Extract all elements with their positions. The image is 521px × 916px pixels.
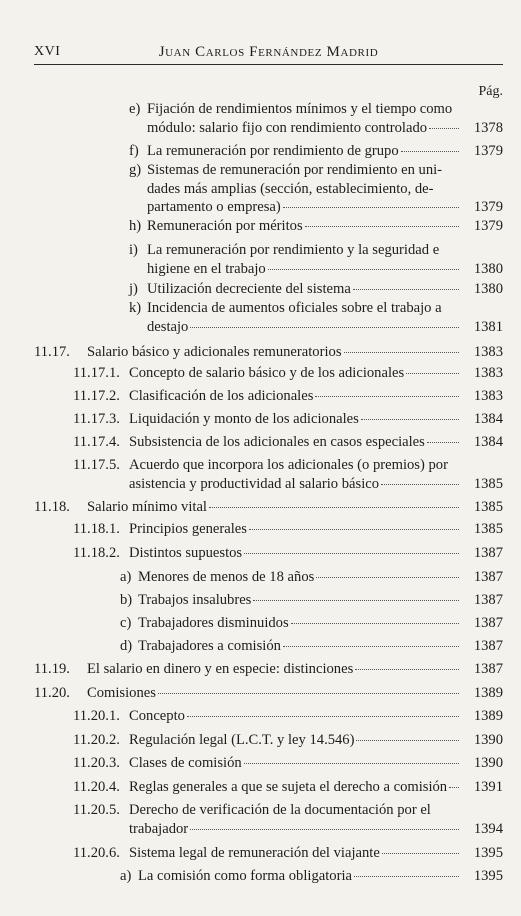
dot-leader [315,396,459,397]
toc-entry-title: Comisiones [87,685,156,701]
toc-entry-title: La remuneración por rendimiento y la seguridad e [147,242,440,258]
toc-entry-number: f) [129,143,139,159]
toc-entry-number: 11.17.3. [73,411,120,427]
toc-entry-page: 1390 [473,755,503,771]
toc-entry-page: 1387 [473,545,503,561]
toc-entry-number: 11.20.5. [73,802,120,818]
page-column-label: Pág. [478,84,503,99]
toc-entry-title: Regulación legal (L.C.T. y ley 14.546) [129,732,355,748]
toc-entry-a1 [120,568,503,587]
dot-leader [244,763,459,764]
toc-entry-11-18 [34,498,503,517]
toc-entry-title: Distintos supuestos [129,545,243,561]
toc-entry-page: 1387 [473,615,503,631]
toc-entry-f [129,142,503,161]
toc-entry-title: higiene en el trabajo [147,260,266,277]
toc-entry-title: Concepto [129,708,185,724]
toc-entry-h [129,217,503,236]
toc-entry-title: Remuneración por méritos [147,218,303,234]
dot-leader [268,269,459,270]
page-number: XVI [34,44,61,59]
toc-entry-11-20-4 [73,778,503,797]
toc-entry-number: e) [129,101,141,117]
toc-entry-page: 1395 [473,868,503,884]
toc-entry-j [129,280,503,299]
toc-entry-title: Sistemas de remuneración por rendimiento en uni- [147,162,443,178]
dot-leader [291,623,459,624]
toc-entry-number: 11.20.3. [73,755,120,771]
toc-entry-11-17-4 [73,433,503,452]
toc-entry-page: 1383 [473,365,503,381]
toc-entry-number: a) [120,868,132,884]
toc-entry-number: 11.17. [34,344,70,360]
toc-entry-title: El salario en dinero y en especie: distinciones [87,661,354,677]
toc-entry-page: 1389 [473,685,503,701]
toc-entry-number: 11.17.2. [73,388,120,404]
toc-entry-11-20-3 [73,754,503,773]
toc-entry-title: dades más amplias (sección, establecimiento, de- [147,180,434,197]
toc-entry-d1 [120,637,503,656]
dot-leader [283,207,459,208]
toc-entry-page: 1380 [473,260,503,277]
dot-leader [187,716,459,717]
dot-leader [190,829,459,830]
toc-entry-title: Trabajos insalubres [138,592,252,608]
toc-entry-page: 1387 [473,592,503,608]
dot-leader [244,553,459,554]
toc-entry-page: 1379 [473,199,503,216]
toc-entry-title: Liquidación y monto de los adicionales [129,411,359,427]
toc-entry-page: 1384 [473,434,503,450]
toc-entry-page: 1379 [473,218,503,234]
toc-entry-title: Sistema legal de remuneración del viajante [129,845,380,861]
dot-leader [361,419,459,420]
toc-entry-number: b) [120,592,133,608]
dot-leader [283,646,459,647]
dot-leader [449,787,459,788]
toc-entry-page: 1378 [473,120,503,136]
toc-entry-title: Trabajadores disminuidos [138,615,289,631]
toc-entry-title: Fijación de rendimientos mínimos y el tiempo como [147,101,453,117]
toc-entry-page: 1391 [473,779,503,795]
toc-entry-page: 1389 [473,708,503,724]
dot-leader [429,128,459,129]
toc-entry-title: Clases de comisión [129,755,242,771]
toc-entry-title: asistencia y productividad al salario básico [129,476,380,492]
toc-entry-page: 1390 [473,732,503,748]
toc-entry-11-17-3 [73,410,503,429]
toc-entry-page: 1383 [473,344,503,360]
toc-entry-page: 1379 [473,143,503,159]
toc-entry-title: Principios generales [129,521,247,537]
toc-entry-11-18-2 [73,544,503,563]
toc-entry-title: trabajador [129,821,189,837]
toc-entry-number: 11.20. [34,685,70,701]
toc-entry-e [129,100,503,138]
toc-entry-title: Clasificación de los adicionales [129,388,314,404]
dot-leader [253,600,459,601]
toc-entry-number: h) [129,218,142,234]
toc-entry-title: Salario básico y adicionales remuneratorios [87,344,342,360]
toc-entry-title: Derecho de verificación de la documentación por el [129,802,431,818]
toc-entry-title: Acuerdo que incorpora los adicionales (o premios) por [129,457,448,473]
toc-entry-page: 1387 [473,569,503,585]
toc-entry-number: 11.20.6. [73,845,120,861]
toc-entry-11-17-2 [73,387,503,406]
toc-entry-number: 11.18.1. [73,521,120,537]
dot-leader [158,693,459,694]
dot-leader [406,373,459,374]
toc-entry-number: j) [129,281,138,297]
dot-leader [382,853,459,854]
toc-entry-11-20-1 [73,707,503,726]
toc-entry-title: Utilización decreciente del sistema [147,281,351,297]
toc-entry-11-20-2 [73,731,503,750]
dot-leader [344,352,460,353]
toc-entry-page: 1385 [473,499,503,515]
toc-entry-page: 1385 [473,476,503,492]
dot-leader [354,876,459,877]
toc-entry-page: 1394 [473,821,503,837]
toc-entry-number: 11.20.1. [73,708,120,724]
toc-entry-page: 1387 [473,661,503,677]
dot-leader [190,327,459,328]
toc-entry-number: g) [129,162,142,178]
toc-entry-title: Subsistencia de los adicionales en casos especiales [129,434,425,450]
dot-leader [305,226,459,227]
toc-entry-k [129,299,503,337]
toc-entry-c1 [120,614,503,633]
toc-entry-number: i) [129,242,138,258]
running-header [34,42,503,65]
toc-entry-title: Salario mínimo vital [87,499,207,515]
toc-entry-11-20-5 [73,801,503,839]
toc-entry-page: 1381 [473,319,503,335]
toc-entry-title: Trabajadores a comisión [138,638,281,654]
toc-entry-number: 11.17.4. [73,434,120,450]
toc-entry-g [129,161,503,217]
dot-leader [401,151,459,152]
toc-entry-title: destajo [147,319,189,335]
toc-entry-page: 1383 [473,388,503,404]
dot-leader [427,442,459,443]
running-head-author: Juan Carlos Fernández Madrid [158,44,379,60]
toc-entry-i [129,241,503,278]
dot-leader [316,577,459,578]
toc-entry-number: 11.18.2. [73,545,120,561]
toc-entry-11-17 [34,343,503,362]
toc-entry-title: La remuneración por rendimiento de grupo [147,143,399,159]
toc-entry-11-17-1 [73,364,503,383]
dot-leader [356,740,459,741]
toc-entry-number: a) [120,569,132,585]
toc-entry-title: Concepto de salario básico y de los adicionales [129,365,405,381]
toc-entry-title: La comisión como forma obligatoria [138,868,352,884]
toc-entry-number: d) [120,638,133,654]
toc-entry-number: 11.17.5. [73,457,120,473]
toc-entry-number: k) [129,300,142,316]
toc-entry-number: 11.19. [34,661,70,677]
toc-entry-11-19 [34,660,503,679]
toc-entry-title: Incidencia de aumentos oficiales sobre el trabajo a [147,300,442,316]
dot-leader [249,529,459,530]
toc-entry-a2 [120,867,503,886]
toc-entry-number: c) [120,615,132,631]
toc-entry-title: Menores de menos de 18 años [138,569,315,585]
dot-leader [209,507,459,508]
toc-entry-page: 1395 [473,845,503,861]
toc-entry-11-17-5 [73,456,503,494]
toc-entry-b1 [120,591,503,610]
toc-entry-page: 1384 [473,411,503,427]
toc-entry-11-20 [34,684,503,703]
toc-entry-11-20-6 [73,844,503,863]
dot-leader [381,484,459,485]
toc-entry-page: 1385 [473,521,503,537]
toc-entry-number: 11.18. [34,499,70,515]
toc-entry-page: 1387 [473,638,503,654]
toc-entry-number: 11.17.1. [73,365,120,381]
toc-entry-number: 11.20.2. [73,732,120,748]
dot-leader [353,289,459,290]
toc-entry-title: módulo: salario fijo con rendimiento controlado [147,120,428,136]
toc-entry-11-18-1 [73,520,503,539]
toc-entry-title: partamento o empresa) [147,199,281,216]
toc-entry-number: 11.20.4. [73,779,120,795]
toc-entry-page: 1380 [473,281,503,297]
toc-entry-title: Reglas generales a que se sujeta el derecho a comisión [129,779,448,795]
dot-leader [355,669,459,670]
